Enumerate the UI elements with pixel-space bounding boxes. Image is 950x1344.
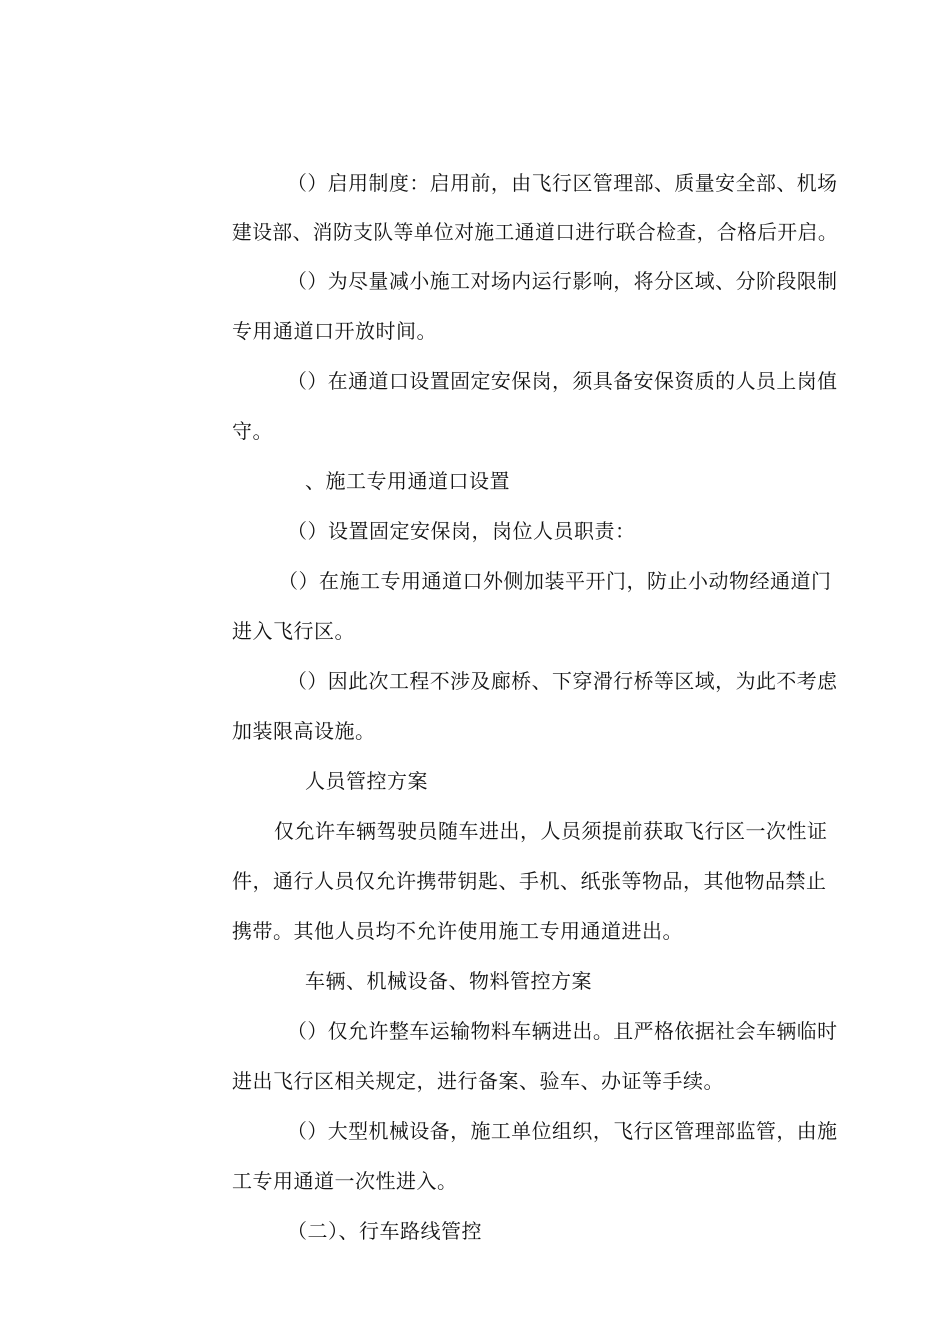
paragraph-line: （）设置固定安保岗，岗位人员职责： xyxy=(287,519,636,543)
section-heading: 车辆、机械设备、物料管控方案 xyxy=(305,969,592,993)
paragraph-line: （）在通道口设置固定安保岗，须具备安保资质的人员上岗值 xyxy=(287,369,838,393)
paragraph-line: 建设部、消防支队等单位对施工通道口进行联合检查，合格后开启。 xyxy=(232,220,839,244)
paragraph-line: 加装限高设施。 xyxy=(232,719,376,743)
section-heading: 、施工专用通道口设置 xyxy=(305,469,510,493)
section-heading: 人员管控方案 xyxy=(305,769,428,793)
paragraph-line: （）在施工专用通道口外侧加装平开门，防止小动物经通道门 xyxy=(278,569,832,593)
paragraph-line: （）因此次工程不涉及廊桥、下穿滑行桥等区域，为此不考虑 xyxy=(287,669,838,693)
paragraph-line: 专用通道口开放时间。 xyxy=(232,319,437,343)
paragraph-line: （）启用制度：启用前，由飞行区管理部、质量安全部、机场 xyxy=(287,171,838,195)
section-heading: （二）、行车路线管控 xyxy=(287,1219,482,1243)
paragraph-line: 守。 xyxy=(232,419,273,443)
paragraph-line: 仅允许车辆驾驶员随车进出，人员须提前获取飞行区一次性证 xyxy=(274,819,828,843)
paragraph-line: （）大型机械设备，施工单位组织，飞行区管理部监管，由施 xyxy=(287,1119,838,1143)
paragraph-line: （）仅允许整车运输物料车辆进出。且严格依据社会车辆临时 xyxy=(287,1019,838,1043)
paragraph-line: （）为尽量减小施工对场内运行影响，将分区域、分阶段限制 xyxy=(287,269,838,293)
paragraph-line: 件，通行人员仅允许携带钥匙、手机、纸张等物品，其他物品禁止 xyxy=(232,869,827,893)
paragraph-line: 携带。其他人员均不允许使用施工专用通道进出。 xyxy=(232,919,683,943)
paragraph-line: 工专用通道一次性进入。 xyxy=(232,1169,458,1193)
paragraph-line: 进入飞行区。 xyxy=(232,619,355,643)
paragraph-line: 进出飞行区相关规定，进行备案、验车、办证等手续。 xyxy=(232,1069,724,1093)
